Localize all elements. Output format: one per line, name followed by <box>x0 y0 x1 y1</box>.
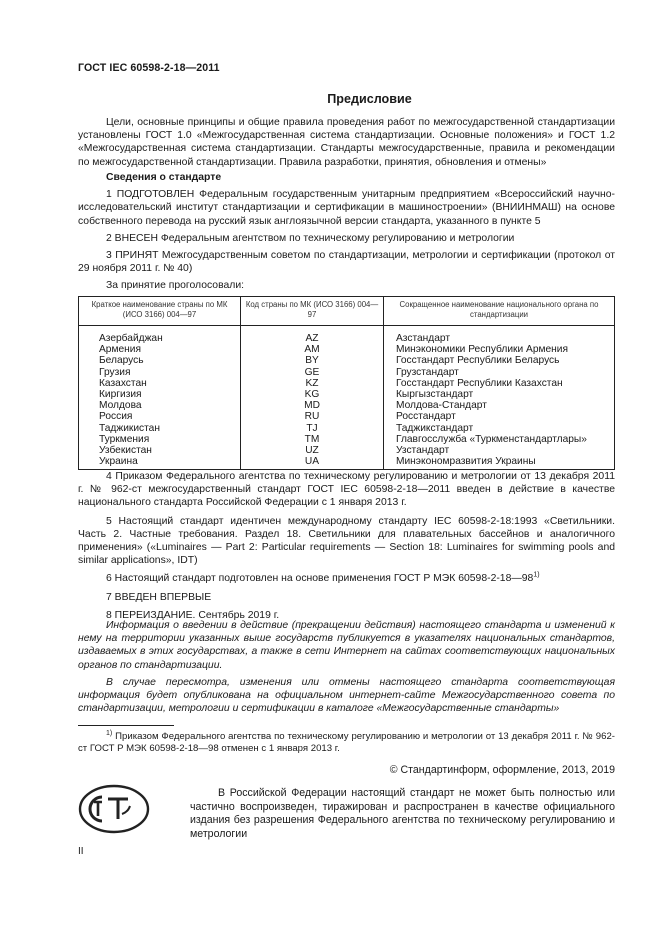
table-header-country: Краткое наименование страны по МК (ИСО 3166) 004—97 <box>79 297 241 326</box>
standard-info-section <box>78 171 615 293</box>
item-2: 2 ВНЕСЕН Федеральным агентством по техническому регулированию и метрологии <box>106 232 515 244</box>
table-row <box>79 378 615 389</box>
page-number: II <box>78 846 84 857</box>
standards-body: Росстандарт <box>384 411 615 422</box>
country-code: KZ <box>241 378 384 389</box>
item-8: 8 ПЕРЕИЗДАНИЕ. Сентябрь 2019 г. <box>106 609 280 621</box>
notices-section <box>78 619 615 715</box>
table-row <box>79 367 615 378</box>
item-6 <box>78 572 615 585</box>
notice-revision: В случае пересмотра, изменения или отмены настоящего стандарта соответствующая информация будет опубликована на официальном интернет-сайте Межгосударственного совета по стандартизации, метрологии и сертификации в каталоге «Межгосударственные стандарты» <box>78 676 615 715</box>
country-code: BY <box>241 355 384 366</box>
rf-copyright-notice: В Российской Федерации настоящий стандарт не может быть полностью или частично воспроизведен, тиражирован и распространен в качестве официального издания без разрешения Федерального агентства по техническому регулированию и метрологии <box>190 787 615 840</box>
country-code: TJ <box>241 423 384 434</box>
standards-body: Таджикстандарт <box>384 423 615 434</box>
country-code: UZ <box>241 445 384 456</box>
copyright: © Стандартинформ, оформление, 2013, 2019 <box>389 764 615 776</box>
country-name: Россия <box>79 411 241 422</box>
intro-paragraph: Цели, основные принципы и общие правила проведения работ по межгосударственной стандартизации установлены ГОСТ 1.0 «Межгосударственная система стандартизации. Основные положения» и ГОСТ 1.2 «Межгосударственная система стандартизации. Стандарты межгосударственные, правила и рекомендации по межгосударственной стандартизации. Правила разработки, принятия, обновления и отмены» <box>78 117 615 168</box>
footnote-divider <box>78 725 174 726</box>
country-code: KG <box>241 389 384 400</box>
footnote-mark: 1) <box>106 729 113 737</box>
country-name: Казахстан <box>79 378 241 389</box>
standards-body: Кыргызстандарт <box>384 389 615 400</box>
items-continued-section <box>78 470 615 622</box>
country-name: Молдова <box>79 400 241 411</box>
country-name: Узбекистан <box>79 445 241 456</box>
page-title: Предисловие <box>327 92 412 106</box>
country-name: Туркмения <box>79 434 241 445</box>
table-row <box>79 434 615 445</box>
item-5: 5 Настоящий стандарт идентичен международному стандарту IEC 60598-2-18:1993 «Светильники. Часть 2. Частные требования. Раздел 18. Светильники для плавательных бассейнов и аналогичного применения» («Luminaires — Part 2: Particular requirements — Section 18: Luminaires for swimming pools and similar applications», IDT) <box>78 515 615 567</box>
country-name: Беларусь <box>79 355 241 366</box>
rst-certification-logo-icon <box>78 784 150 834</box>
table-row <box>79 326 615 345</box>
standards-body: Азстандарт <box>384 326 615 345</box>
table-row <box>79 456 615 470</box>
country-name: Грузия <box>79 367 241 378</box>
table-row <box>79 389 615 400</box>
standards-body: Молдова-Стандарт <box>384 400 615 411</box>
standards-body: Госстандарт Республики Казахстан <box>384 378 615 389</box>
standards-body: Грузстандарт <box>384 367 615 378</box>
table-row <box>79 355 615 366</box>
country-code: UA <box>241 456 384 470</box>
table-header-row <box>79 297 615 326</box>
document-code: ГОСТ IEC 60598-2-18—2011 <box>78 62 220 74</box>
notice-publication: Информация о введении в действие (прекращении действия) настоящего стандарта и изменений к нему на территории указанных выше государств публикуется в указателях национальных стандартов, издаваемых в этих государствах, а также в сети Интернет на сайтах соответствующих национальных органов по стандартизации. <box>78 620 615 671</box>
info-heading: Сведения о стандарте <box>106 172 222 183</box>
table-header-code: Код страны по МК (ИСО 3166) 004—97 <box>241 297 384 326</box>
standards-body: Узстандарт <box>384 445 615 456</box>
country-name: Армения <box>79 344 241 355</box>
country-code: MD <box>241 400 384 411</box>
item-4: 4 Приказом Федерального агентства по техническому регулированию и метрологии от 13 декабря 2011 г. № 962-ст межгосударственный стандарт ГОСТ IEC 60598-2-18—2011 введен в действие в качестве национального стандарта Российской Федерации с 1 января 2013 г. <box>78 471 615 509</box>
country-name: Таджикистан <box>79 423 241 434</box>
voted-label: За принятие проголосовали: <box>106 280 245 292</box>
country-code: GE <box>241 367 384 378</box>
item-3: 3 ПРИНЯТ Межгосударственным советом по стандартизации, метрологии и сертификации (протокол от 29 ноября 2011 г. № 40) <box>78 250 615 275</box>
table-row <box>79 400 615 411</box>
country-code: AZ <box>241 326 384 345</box>
footnote <box>78 731 615 756</box>
country-name: Украина <box>79 456 241 470</box>
footnote-reference[interactable]: 1) <box>533 571 540 579</box>
table-header-body: Сокращенное наименование национального органа по стандартизации <box>384 297 615 326</box>
country-code: AM <box>241 344 384 355</box>
intro-section <box>78 116 615 169</box>
country-name: Киргизия <box>79 389 241 400</box>
item-6-text: 6 Настоящий стандарт подготовлен на основе применения ГОСТ Р МЭК 60598-2-18—98 <box>106 573 534 585</box>
standards-body: Минэкономики Республики Армения <box>384 344 615 355</box>
table-row <box>79 423 615 434</box>
voting-countries-table <box>78 296 615 470</box>
table-row <box>79 411 615 422</box>
country-name: Азербайджан <box>79 326 241 345</box>
item-1: 1 ПОДГОТОВЛЕН Федеральным государственным унитарным предприятием «Всероссийский научно-исследовательский институт стандартизации и сертификации в машиностроении» (ВНИИНМАШ) на основе собственного перевода на русский язык англоязычной версии стандарта, указанного в пункте 5 <box>78 189 615 227</box>
footnote-text: Приказом Федерального агентства по техническому регулированию и метрологии от 13 декабря 2011 г. № 962-ст ГОСТ Р МЭК 60598-2-18—98 отменен с 1 января 2013 г. <box>78 731 615 755</box>
standards-body: Госстандарт Республики Беларусь <box>384 355 615 366</box>
table-row <box>79 445 615 456</box>
standards-body: Минэкономразвития Украины <box>384 456 615 470</box>
country-code: TM <box>241 434 384 445</box>
country-code: RU <box>241 411 384 422</box>
table-row <box>79 344 615 355</box>
item-7: 7 ВВЕДЕН ВПЕРВЫЕ <box>106 591 212 603</box>
standards-body: Главгосслужба «Туркменстандартлары» <box>384 434 615 445</box>
